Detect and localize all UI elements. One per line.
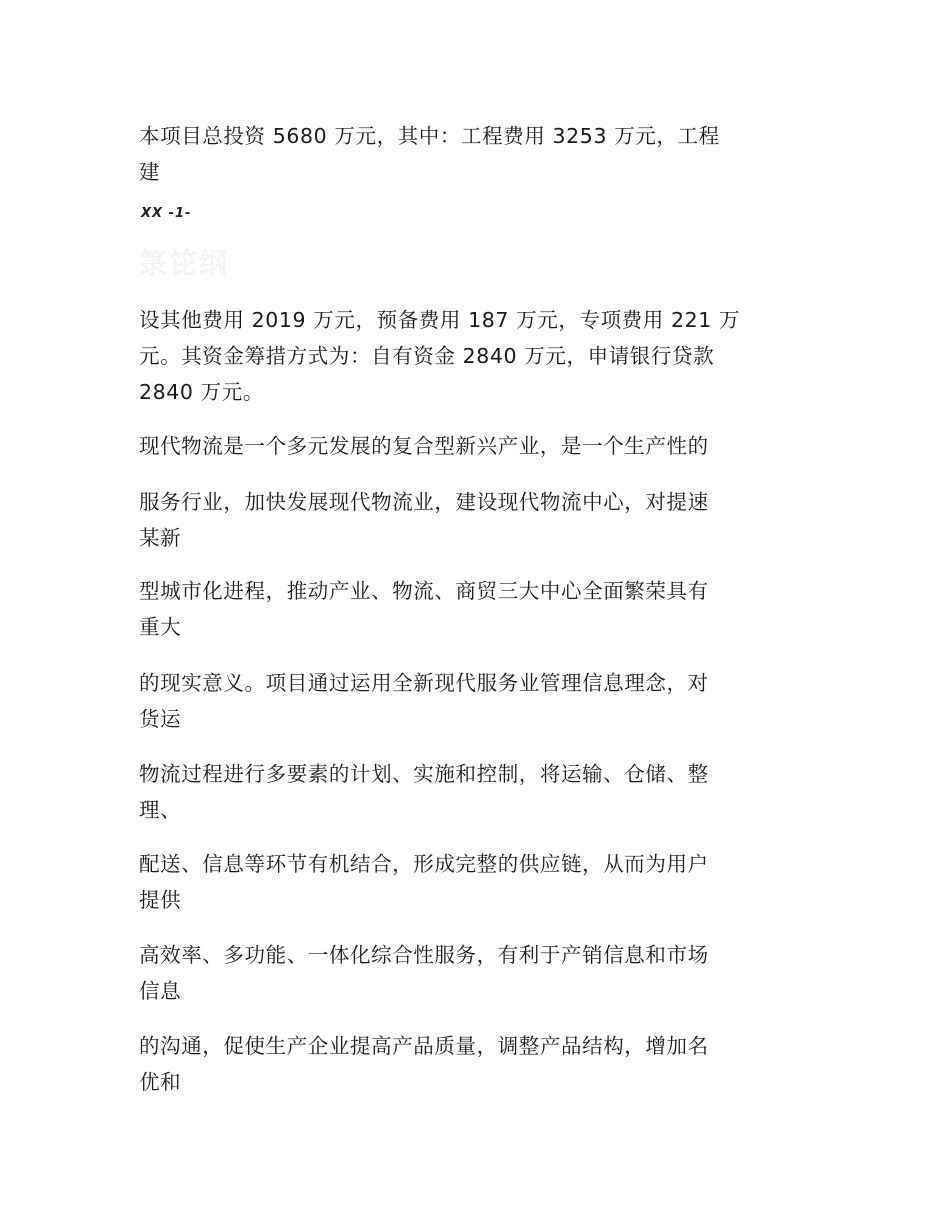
paragraph-funding xyxy=(139,302,809,410)
paragraph-communication xyxy=(139,1028,809,1100)
paragraph-service-industry xyxy=(139,484,809,556)
paragraph-urbanization xyxy=(139,573,809,645)
text-line: 物流过程进行多要素的计划、实施和控制，将运输、仓储、整 xyxy=(139,762,709,786)
watermark-text: 箓笓纲 xyxy=(139,247,230,280)
text-line: 重大 xyxy=(139,615,182,639)
page-footer: XX -1- xyxy=(141,206,192,221)
paragraph-investment-summary xyxy=(139,118,809,190)
paragraph-logistics-intro xyxy=(139,428,809,464)
text-line: 提供 xyxy=(139,888,182,912)
text-line: 建 xyxy=(139,160,161,184)
text-line: 优和 xyxy=(139,1070,182,1094)
text-line: 的现实意义。项目通过运用全新现代服务业管理信息理念，对 xyxy=(139,671,709,695)
text-line: 本项目总投资 5680 万元，其中：工程费用 3253 万元，工程 xyxy=(139,124,720,148)
text-line: 理、 xyxy=(139,798,182,822)
text-line: 现代物流是一个多元发展的复合型新兴产业，是一个生产性的 xyxy=(139,434,709,458)
text-line: 信息 xyxy=(139,979,182,1003)
text-line: 的沟通，促使生产企业提高产品质量，调整产品结构，增加名 xyxy=(139,1034,709,1058)
text-line: 元。其资金筹措方式为：自有资金 2840 万元，申请银行贷款 xyxy=(139,344,715,368)
text-line: 设其他费用 2019 万元，预备费用 187 万元，专项费用 221 万 xyxy=(139,308,741,332)
text-line: 2840 万元。 xyxy=(139,380,264,404)
text-line: 货运 xyxy=(139,707,182,731)
paragraph-process-control xyxy=(139,756,809,828)
text-line: 配送、信息等环节有机结合，形成完整的供应链，从而为用户 xyxy=(139,852,709,876)
paragraph-supply-chain xyxy=(139,846,809,918)
text-line: 高效率、多功能、一体化综合性服务，有利于产销信息和市场 xyxy=(139,943,709,967)
paragraph-integrated-service xyxy=(139,937,809,1009)
text-line: 某新 xyxy=(139,526,182,550)
text-line: 服务行业，加快发展现代物流业，建设现代物流中心，对提速 xyxy=(139,490,709,514)
paragraph-significance xyxy=(139,665,809,737)
text-line: 型城市化进程，推动产业、物流、商贸三大中心全面繁荣具有 xyxy=(139,579,709,603)
